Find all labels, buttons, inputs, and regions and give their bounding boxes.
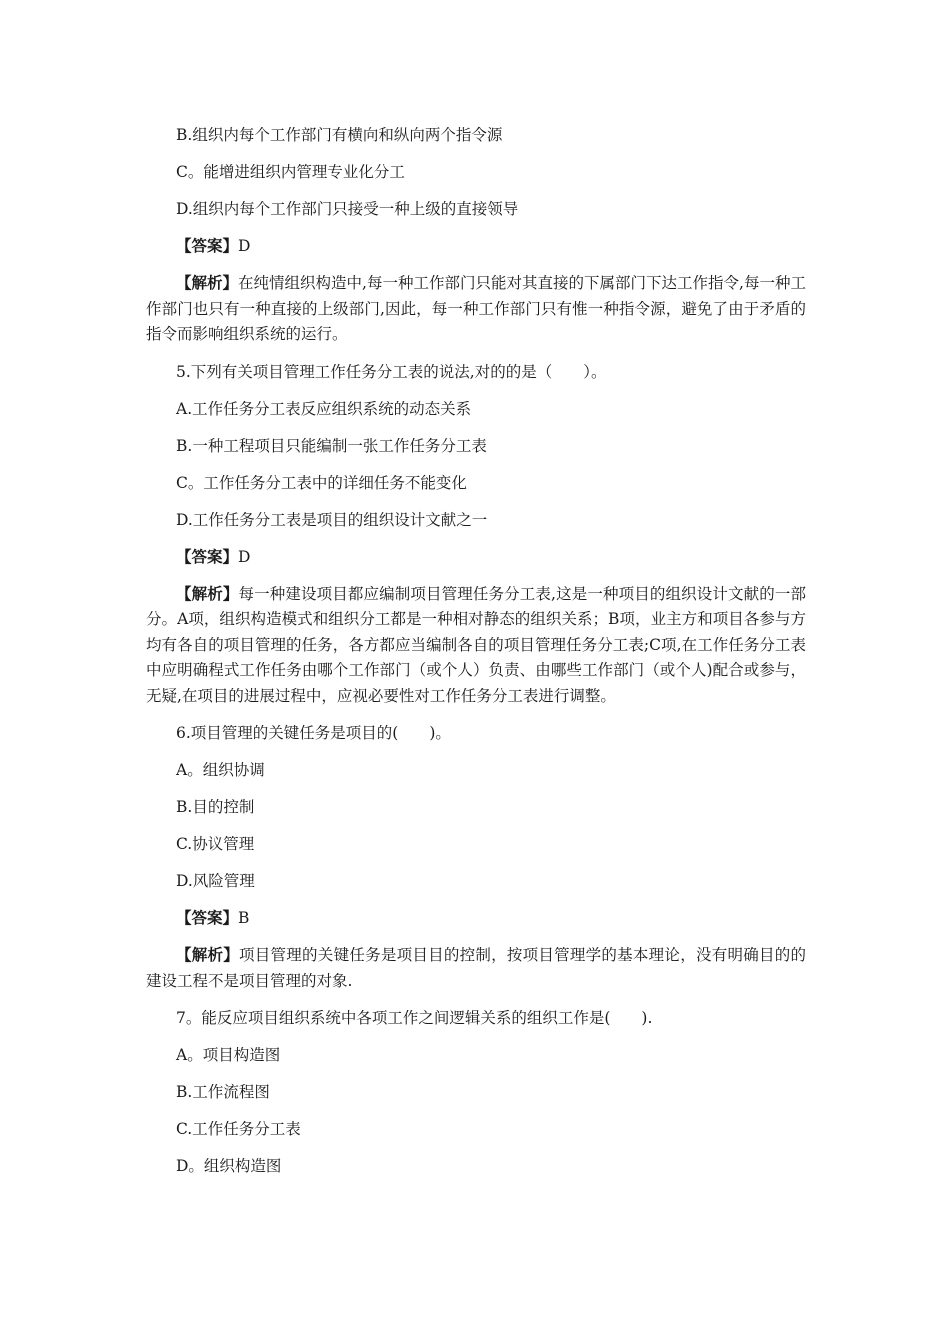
answer-value: D — [238, 547, 251, 566]
q7-option-b: B.工作流程图 — [176, 1083, 270, 1101]
q5-answer — [146, 544, 806, 570]
document-content — [146, 122, 806, 1190]
q4-option-c: C。能增进组织内管理专业化分工 — [176, 163, 405, 181]
q6-option-a: A。组织协调 — [176, 761, 265, 779]
q6-option-d: D.风险管理 — [176, 872, 255, 890]
q4-option-d: D.组织内每个工作部门只接受一种上级的直接领导 — [176, 200, 519, 218]
q7-question: 7。能反应项目组织系统中各项工作之间逻辑关系的组织工作是( ). — [176, 1009, 653, 1027]
answer-tag: 【答案】 — [176, 236, 239, 255]
q5-option-a: A.工作任务分工表反应组织系统的动态关系 — [176, 399, 472, 418]
q6-answer — [146, 905, 806, 931]
analysis-tag: 【解析】 — [176, 273, 239, 292]
q6-option-b: B.目的控制 — [176, 798, 255, 816]
q5-analysis — [146, 581, 806, 710]
q7-option-c: C.工作任务分工表 — [176, 1120, 301, 1138]
q4-analysis — [146, 270, 806, 348]
q6-analysis — [146, 942, 806, 994]
answer-value: D — [238, 237, 251, 255]
analysis-tag: 【解析】 — [176, 583, 239, 603]
q7-option-a: A。项目构造图 — [176, 1046, 281, 1064]
q5-option-c: C。工作任务分工表中的详细任务不能变化 — [176, 473, 467, 492]
q5-option-b: B.一种工程项目只能编制一张工作任务分工表 — [176, 436, 487, 455]
answer-tag: 【答案】 — [176, 546, 239, 566]
analysis-tag: 【解析】 — [176, 945, 240, 964]
q5-question: 5.下列有关项目管理工作任务分工表的说法,对的的是（ ）。 — [176, 362, 607, 381]
analysis-text: 每一种建设项目都应编制项目管理任务分工表,这是一种项目的组织设计文献的一部分。A项，组织构造模式和组织分工都是一种相对静态的组织关系；B项，业主方和项目各参与方均有各自的项目管理的任务，各方都应当编制各自的项目管理任务分工表;C项,在工作任务分工表中应明确程式工作任务由哪个工作部门（或个人）负责、由哪些工作部门（或个人)配合或参与，无疑,在项目的进展过程中，应视必要性对工作任务分工表进行调整。 — [146, 584, 806, 705]
answer-tag: 【答案】 — [176, 908, 239, 927]
q5-option-d: D.工作任务分工表是项目的组织设计文献之一 — [176, 510, 488, 529]
analysis-text: 项目管理的关键任务是项目目的控制，按项目管理学的基本理论，没有明确目的的建设工程不是项目管理的对象. — [146, 946, 806, 990]
analysis-text: 在纯情组织构造中,每一种工作部门只能对其直接的下属部门下达工作指令,每一种工作部门也只有一种直接的上级部门,因此，每一种工作部门只有惟一种指令源，避免了由于矛盾的指令而影响组织系统的运行。 — [146, 274, 806, 343]
q7-option-d: D。组织构造图 — [176, 1157, 282, 1175]
q4-answer — [146, 233, 806, 259]
answer-value: B — [238, 909, 250, 927]
q6-question: 6.项目管理的关键任务是项目的( )。 — [176, 724, 451, 742]
q6-option-c: C.协议管理 — [176, 835, 255, 853]
q4-option-b: B.组织内每个工作部门有横向和纵向两个指令源 — [176, 126, 503, 144]
